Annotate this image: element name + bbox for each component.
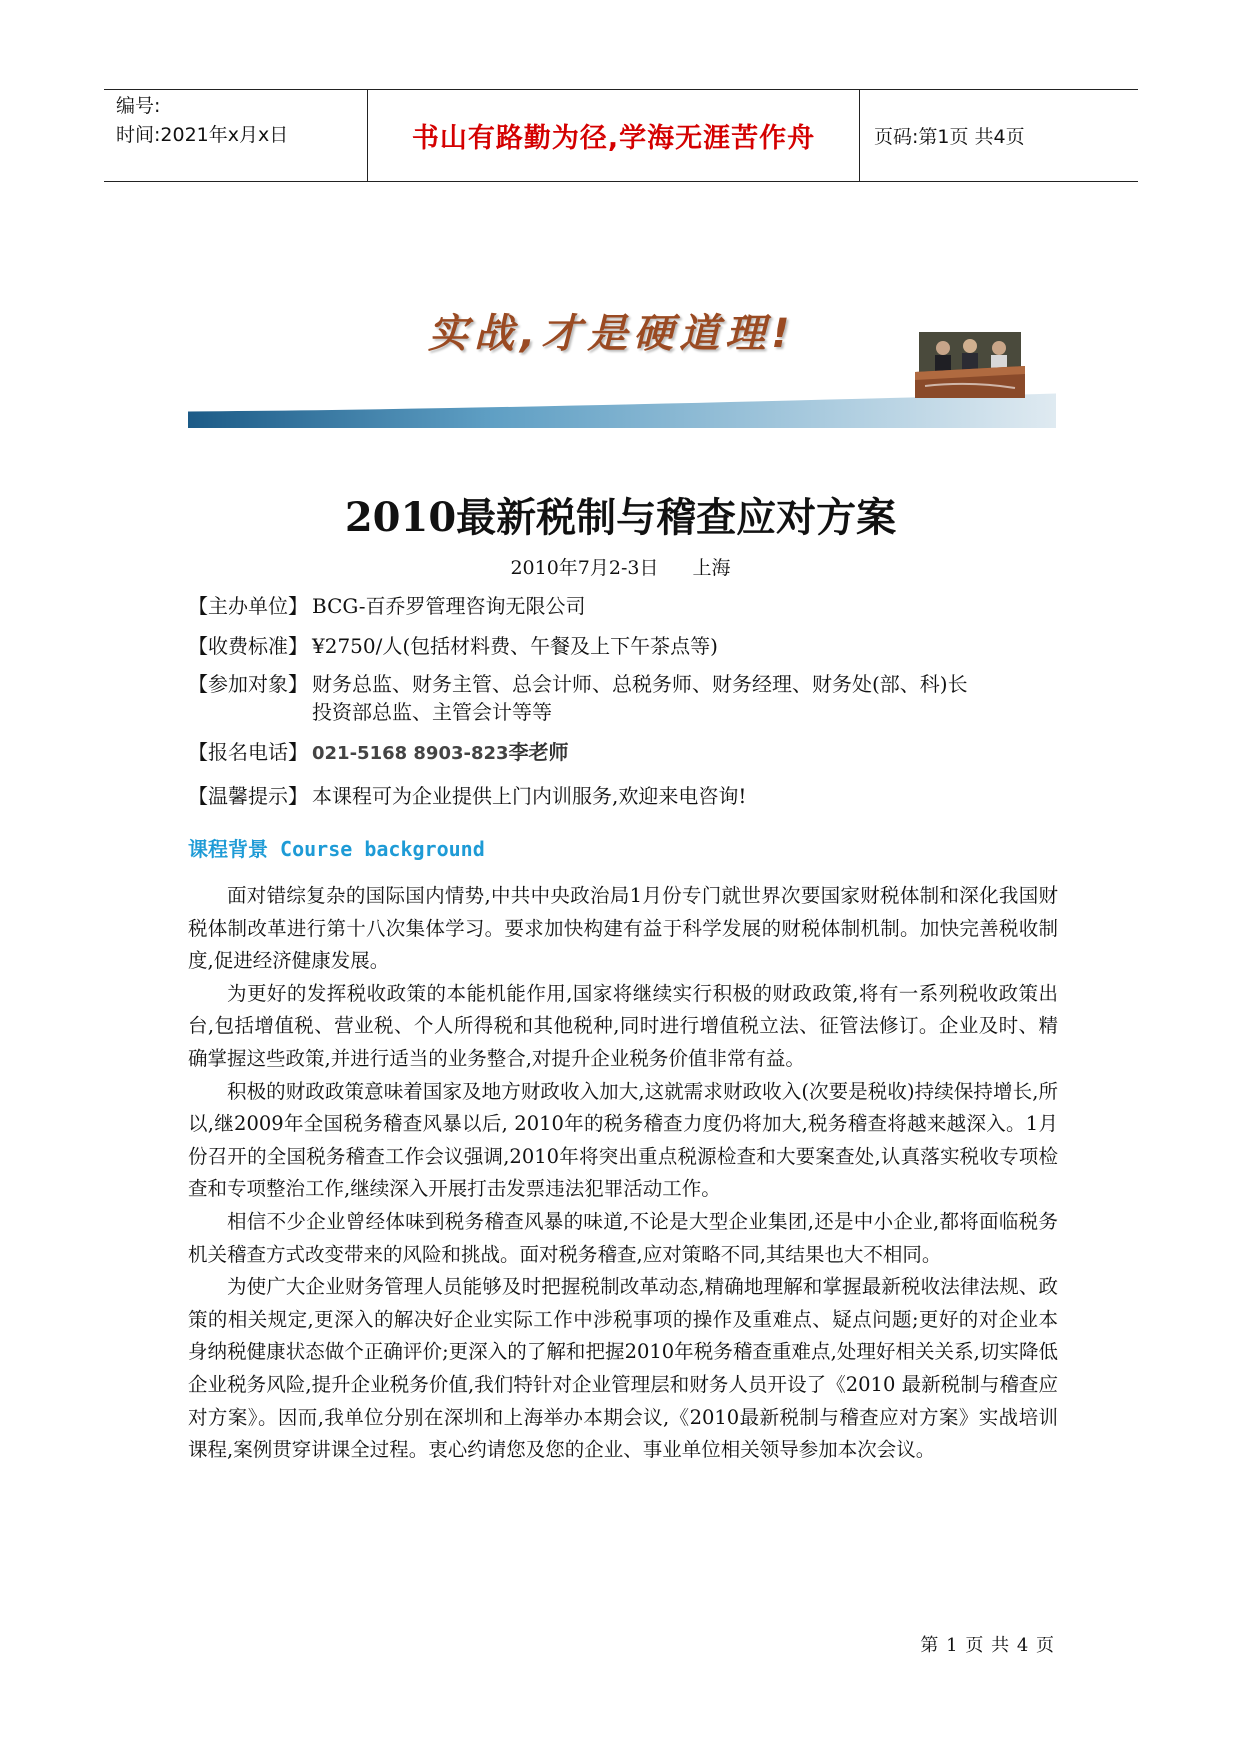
footer-text: 第 [920,1635,939,1656]
page-footer [919,1631,1055,1657]
header-time: 时间:2021年x月x日 [116,124,289,146]
meeting-photo-icon [915,326,1025,398]
footer-text: 共 [991,1635,1010,1656]
section-heading: 课程背景 Course background [188,837,485,861]
audience-label: 【参加对象】 [188,672,308,696]
footer-total-pages: 4 [1016,1635,1029,1656]
tip-label: 【温馨提示】 [188,784,308,808]
footer-text: 页 [1036,1635,1054,1656]
info-audience [188,670,968,726]
header-number: 编号: [116,95,161,117]
tip-value: 本课程可为企业提供上门内训服务,欢迎来电咨询! [312,784,747,808]
banner [188,280,1056,430]
body-text [188,880,1058,1467]
phone-label: 【报名电话】 [188,740,308,764]
page-header [104,89,1138,182]
organizer-label: 【主办单位】 [188,594,308,618]
organizer-value: BCG-百乔罗管理咨询无限公司 [312,594,586,618]
header-page: 页码:第1页 共4页 [874,126,1025,148]
footer-page-number: 1 [946,1635,958,1656]
audience-line1: 财务总监、财务主管、总会计师、总税务师、财务经理、财务处(部、科)长 [312,672,968,696]
paragraph: 积极的财政政策意味着国家及地方财政收入加大,这就需求财政收入(次要是税收)持续保持增长,所以,继2009年全国税务稽查风暴以后, 2010年的税务稽查力度仍将加大,税务稽查将越来越深入。1月份召开的全国税务稽查工作会议强调,2010年将突出重点税源检查和大要案查处,认真落实税收专项检查和专项整治工作,继续深入开展打击发票违法犯罪活动工作。 [188,1079,1058,1201]
info-fee [188,632,718,660]
phone-number[interactable]: 021-5168 8903-823 [312,743,509,764]
paragraph: 为使广大企业财务管理人员能够及时把握税制改革动态,精确地理解和掌握最新税收法律法规、政策的相关规定,更深入的解决好企业实际工作中涉税事项的操作及重难点、疑点问题;更好的对企业本身纳税健康状态做个正确评价;更深入的了解和把握2010年税务稽查重难点,处理好相关关系,切实降低企业税务风险,提升企业税务价值,我们特针对企业管理层和财务人员开设了《2010 最新税制与稽查应对方案》。因而,我单位分别在深圳和上海举办本期会议,《2010最新税制与稽查应对方案》实战培训课程,案例贯穿讲课全过程。衷心约请您及您的企业、事业单位相关领导参加本次会议。 [188,1275,1058,1462]
paragraph: 面对错综复杂的国际国内情势,中共中央政治局1月份专门就世界次要国家财税体制和深化我国财税体制改革进行第十八次集体学习。要求加快构建有益于科学发展的财税体制机制。加快完善税收制度,促进经济健康发展。 [188,884,1058,973]
banner-slogan: 实战,才是硬道理! [428,311,796,357]
info-phone [188,738,569,768]
paragraph: 为更好的发挥税收政策的本能机能作用,国家将继续实行积极的财政政策,将有一系列税收政策出台,包括增值税、营业税、个人所得税和其他税种,同时进行增值税立法、征管法修订。企业及时、精确掌握这些政策,并进行适当的业务整合,对提升企业税务价值非常有益。 [188,981,1058,1070]
info-organizer [188,592,585,620]
fee-value: ¥2750/人(包括材料费、午餐及上下午茶点等) [312,634,718,658]
event-location: 上海 [692,557,731,579]
audience-line2: 投资部总监、主管会计等等 [312,700,552,724]
document-title: 2010最新税制与稽查应对方案 [344,494,897,541]
date-location [0,553,1241,580]
header-meta [104,90,368,181]
footer-text: 页 [965,1635,984,1656]
fee-label: 【收费标准】 [188,634,308,658]
header-motto: 书山有路勤为径,学海无涯苦作舟 [368,90,860,181]
paragraph: 相信不少企业曾经体味到税务稽查风暴的味道,不论是大型企业集团,还是中小企业,都将面临税务机关稽查方式改变带来的风险和挑战。面对税务稽查,应对策略不同,其结果也大不相同。 [188,1209,1058,1266]
event-date: 2010年7月2-3日 [510,557,659,579]
contact-name: 李老师 [508,740,569,764]
info-tip [188,782,746,810]
